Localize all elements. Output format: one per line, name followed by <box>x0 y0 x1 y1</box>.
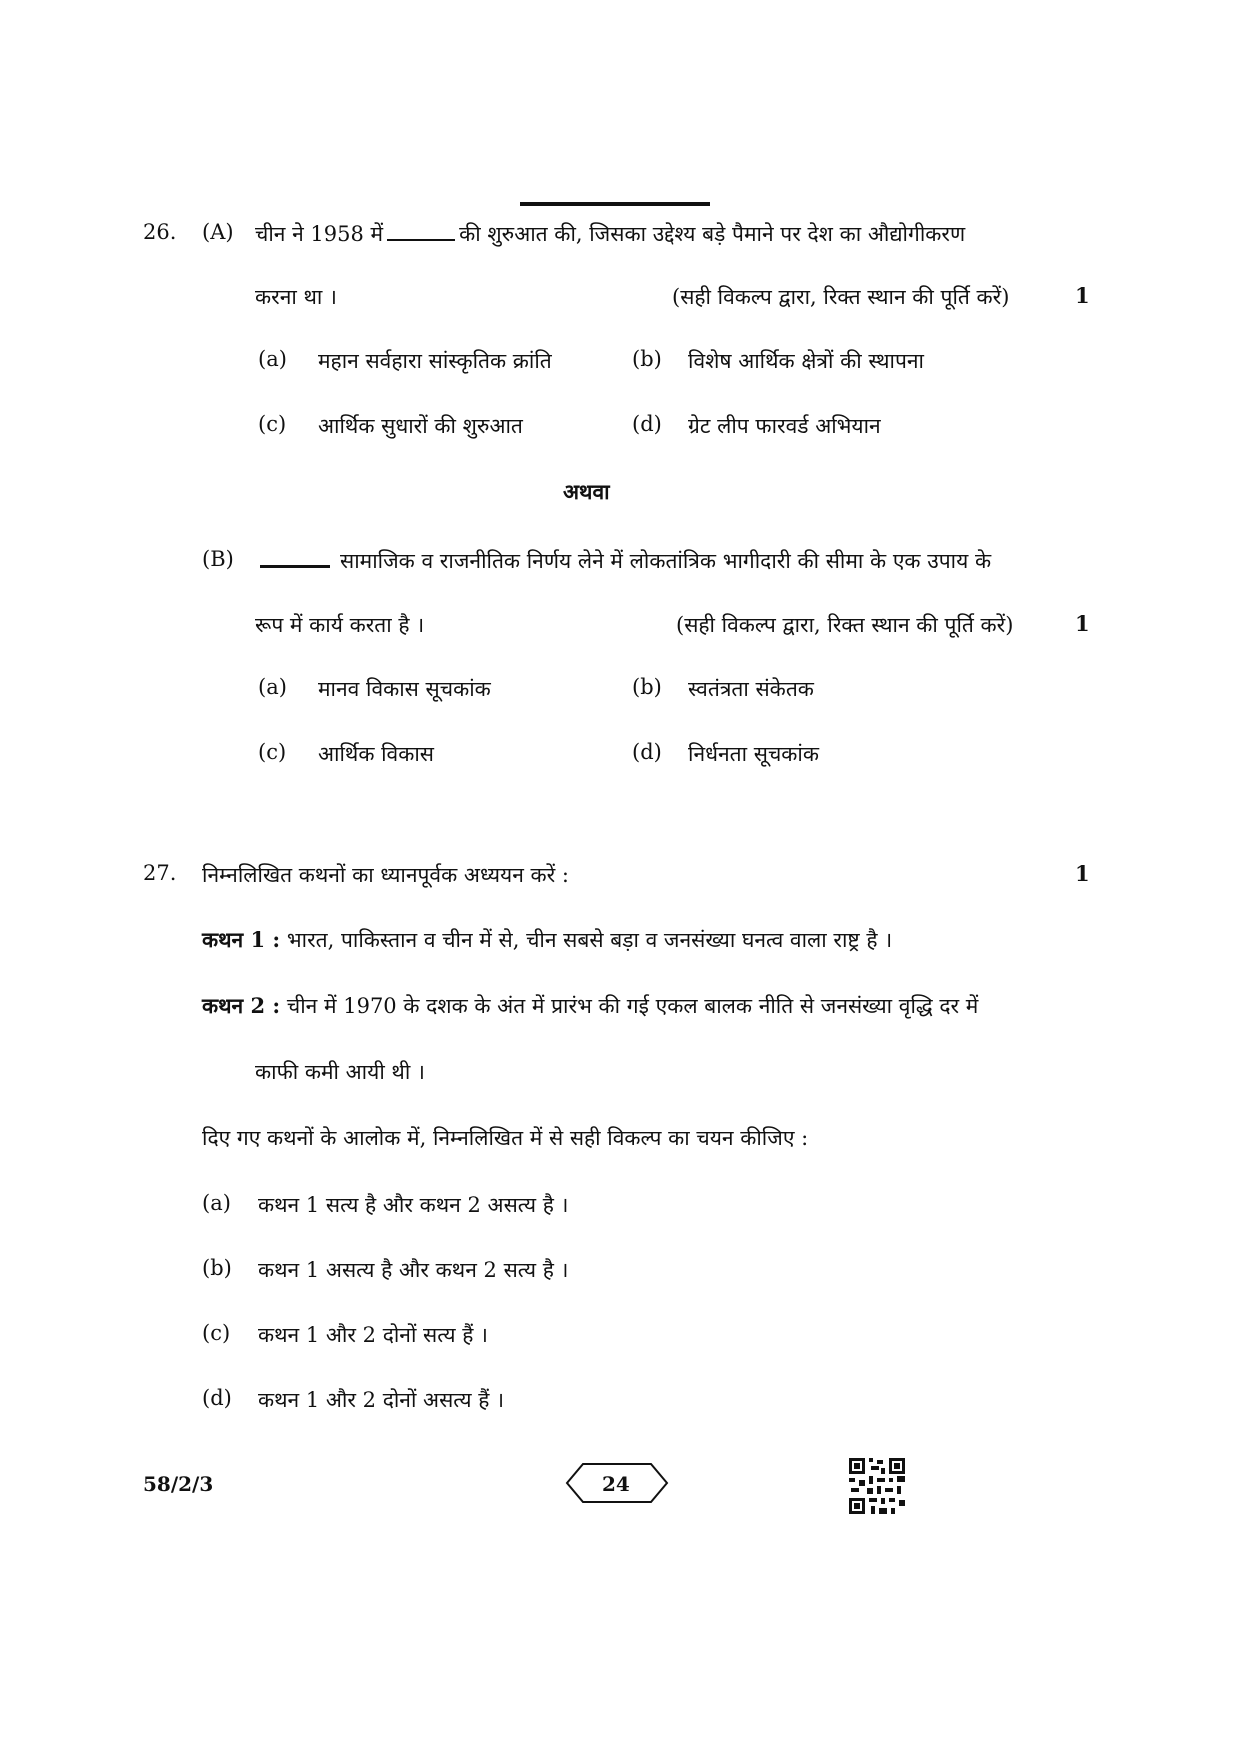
q27-statement-2 <box>202 992 978 1020</box>
q27-s2-line2: काफी कमी आयी थी । <box>255 1060 425 1084</box>
q26-A-opt-c-text: आर्थिक सुधारों की शुरुआत <box>318 414 523 438</box>
q26-A-instruction: (सही विकल्प द्वारा, रिक्त स्थान की पूर्ति करें) <box>672 285 1010 309</box>
q26-B-line2: रूप में कार्य करता है । <box>255 613 425 637</box>
q27-marks: 1 <box>1075 861 1090 886</box>
q26-A-text-after: की शुरुआत की, जिसका उद्देश्य बड़े पैमाने पर देश का औद्योगीकरण <box>459 222 966 246</box>
q26-A-line1 <box>255 220 965 248</box>
q26-A-marks: 1 <box>1075 283 1090 308</box>
q27-opt-a-text: कथन 1 सत्य है और कथन 2 असत्य है । <box>258 1193 569 1217</box>
q27-number: 27. <box>143 861 177 885</box>
q26-A-line2: करना था । <box>255 285 337 309</box>
q27-s1-label: कथन 1 : <box>202 927 281 952</box>
q26-A-text-before: चीन ने 1958 में <box>255 222 384 246</box>
or-separator: अथवा <box>563 479 610 504</box>
q26-B-opt-a-text: मानव विकास सूचकांक <box>318 677 491 701</box>
q26-A-opt-a-label: (a) <box>258 347 287 371</box>
q26-number: 26. <box>143 220 177 244</box>
top-separator <box>520 202 710 206</box>
qr-code-icon <box>847 1456 907 1516</box>
fill-blank <box>260 563 330 568</box>
q26-B-marks: 1 <box>1075 611 1090 636</box>
q27-prompt: दिए गए कथनों के आलोक में, निम्नलिखित में से सही विकल्प का चयन कीजिए : <box>202 1126 809 1150</box>
q27-intro: निम्नलिखित कथनों का ध्यानपूर्वक अध्ययन करें : <box>202 863 569 887</box>
q27-opt-d-text: कथन 1 और 2 दोनों असत्य हैं । <box>258 1388 505 1412</box>
q26-B-opt-c-label: (c) <box>258 740 287 764</box>
q27-opt-a-label: (a) <box>202 1191 231 1215</box>
q27-opt-d-label: (d) <box>202 1386 232 1410</box>
q26-B-label: (B) <box>202 547 234 571</box>
q26-A-opt-c-label: (c) <box>258 412 287 436</box>
q27-s2-text: चीन में 1970 के दशक के अंत में प्रारंभ की गई एकल बालक नीति से जनसंख्या वृद्धि दर में <box>286 994 979 1018</box>
q26-A-opt-d-text: ग्रेट लीप फारवर्ड अभियान <box>688 414 881 438</box>
q27-statement-1 <box>202 926 892 954</box>
q26-A-opt-b-label: (b) <box>632 347 662 371</box>
q26-B-opt-a-label: (a) <box>258 675 287 699</box>
page-number: 24 <box>602 1472 630 1496</box>
q26-A-label: (A) <box>202 220 234 244</box>
q27-opt-c-label: (c) <box>202 1321 231 1345</box>
q27-s1-text: भारत, पाकिस्तान व चीन में से, चीन सबसे बड़ा व जनसंख्या घनत्व वाला राष्ट्र है । <box>286 928 893 952</box>
q26-A-opt-b-text: विशेष आर्थिक क्षेत्रों की स्थापना <box>688 349 924 373</box>
q26-B-opt-d-text: निर्धनता सूचकांक <box>688 742 819 766</box>
q26-B-opt-b-text: स्वतंत्रता संकेतक <box>688 677 814 701</box>
fill-blank <box>387 237 455 241</box>
q27-opt-b-text: कथन 1 असत्य है और कथन 2 सत्य है । <box>258 1258 569 1282</box>
q27-opt-b-label: (b) <box>202 1256 232 1280</box>
q26-A-opt-d-label: (d) <box>632 412 662 436</box>
q26-B-line1 <box>260 547 991 575</box>
paper-code: 58/2/3 <box>143 1472 214 1496</box>
q26-A-opt-a-text: महान सर्वहारा सांस्कृतिक क्रांति <box>318 349 552 373</box>
q26-B-opt-c-text: आर्थिक विकास <box>318 742 435 766</box>
q26-B-opt-b-label: (b) <box>632 675 662 699</box>
q26-B-opt-d-label: (d) <box>632 740 662 764</box>
q27-s2-label: कथन 2 : <box>202 993 281 1018</box>
q27-opt-c-text: कथन 1 और 2 दोनों सत्य हैं । <box>258 1323 488 1347</box>
q26-B-text-after: सामाजिक व राजनीतिक निर्णय लेने में लोकतांत्रिक भागीदारी की सीमा के एक उपाय के <box>340 549 992 573</box>
q26-B-instruction: (सही विकल्प द्वारा, रिक्त स्थान की पूर्ति करें) <box>676 613 1014 637</box>
